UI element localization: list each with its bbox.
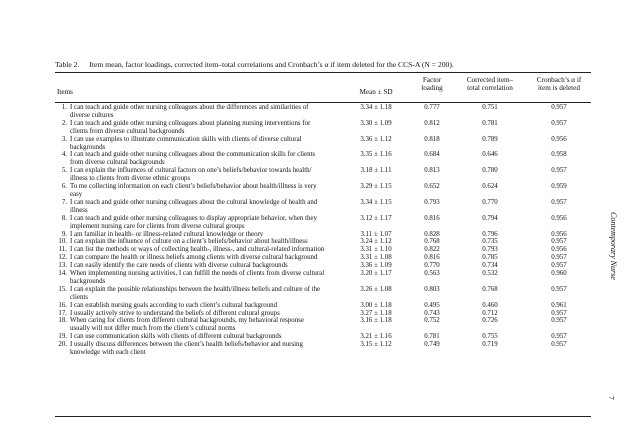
cell-corrected-correlation: 0.735: [482, 238, 498, 246]
cell-corrected-correlation: 0.624: [482, 183, 498, 191]
table-row: [55, 120, 595, 136]
cell-alpha-if-deleted: 0.960: [551, 270, 567, 278]
cell-factor-loading: 0.743: [424, 309, 440, 317]
item-text-line: I can use communication skills with clients of different cultural backgrounds: [70, 333, 282, 341]
item-text-line: clients: [70, 293, 88, 301]
cell-factor-loading: 0.770: [424, 262, 440, 270]
cell-mean-sd: 3.36 ± 1.12: [360, 135, 392, 143]
cell-corrected-correlation: 0.719: [482, 341, 498, 349]
cell-corrected-correlation: 0.768: [482, 285, 498, 293]
cell-factor-loading: 0.822: [424, 246, 440, 254]
table-row: [55, 231, 595, 239]
item-text-line: I can explain the influence of culture on a client’s beliefs/behavior about health/illness: [70, 238, 308, 246]
item-number: 9.: [61, 230, 67, 238]
item-text-line: To me collecting information on each client’s beliefs/behavior about health/illness is very: [70, 183, 317, 191]
cell-mean-sd: 3.12 ± 1.17: [360, 214, 392, 222]
item-text: [70, 104, 388, 120]
header-factor-line1: Factor: [422, 76, 442, 84]
item-text-line: knowledge with each client: [70, 349, 146, 357]
cell-corrected-correlation: 0.726: [482, 317, 498, 325]
cell-mean-sd: 3.31 ± 1.08: [360, 254, 392, 262]
header-factor-line2: loading: [421, 84, 443, 93]
item-number: 1.: [61, 104, 67, 111]
header-alpha-line2: item is deleted: [538, 84, 580, 93]
item-text: [70, 302, 388, 310]
running-head: [609, 212, 638, 280]
cell-factor-loading: 0.749: [424, 341, 440, 349]
table-row: [55, 104, 595, 120]
table-row: [55, 270, 595, 286]
table-row: [55, 167, 595, 183]
cell-mean-sd: 3.20 ± 1.17: [360, 270, 392, 278]
item-number: 2.: [61, 119, 67, 127]
cell-factor-loading: 0.652: [424, 183, 440, 191]
cell-mean-sd: 3.18 ± 1.11: [360, 167, 392, 175]
cell-factor-loading: 0.777: [424, 104, 440, 111]
cell-corrected-correlation: 0.460: [482, 301, 498, 309]
item-text-line: I can establish nursing goals according to each client’s cultural background: [70, 301, 278, 309]
table-row: [55, 246, 595, 254]
cell-alpha-if-deleted: 0.956: [551, 230, 567, 238]
table-body: [55, 104, 595, 357]
item-text-line: I am familiar in health- or illness-related cultural knowledge or theory: [70, 230, 264, 238]
cell-alpha-if-deleted: 0.961: [551, 301, 567, 309]
cell-mean-sd: 3.31 ± 1.10: [360, 246, 392, 254]
table-row: [55, 151, 595, 167]
item-number: 7.: [61, 198, 67, 206]
table-row: [55, 333, 595, 341]
item-text: [70, 238, 388, 246]
cell-factor-loading: 0.768: [424, 238, 440, 246]
cell-factor-loading: 0.495: [424, 301, 440, 309]
header-rule: [55, 102, 591, 103]
item-text: [70, 199, 388, 215]
table-title: Item mean, factor loadings, corrected item–total correlations and Cronbach’s α if item deleted for the CCS-A (N = 200).: [89, 60, 454, 69]
cell-mean-sd: 3.15 ± 1.12: [360, 341, 392, 349]
cell-alpha-if-deleted: 0.957: [551, 198, 567, 206]
cell-mean-sd: 3.26 ± 1.08: [360, 285, 392, 293]
item-text: [70, 231, 388, 239]
header-corrected-line2: total correlation: [467, 84, 513, 93]
item-text: [70, 317, 388, 333]
cell-mean-sd: 3.24 ± 1.12: [360, 238, 392, 246]
item-text-line: I can explain the possible relationships between the health/illness beliefs and culture of the: [70, 285, 321, 293]
cell-mean-sd: 3.16 ± 1.18: [360, 317, 392, 325]
item-text-line: clients from diverse cultural backgrounds: [70, 127, 185, 135]
item-text: [70, 333, 388, 341]
cell-factor-loading: 0.816: [424, 254, 440, 262]
cell-mean-sd: 3.35 ± 1.16: [360, 151, 392, 159]
item-text: [70, 341, 388, 357]
cell-alpha-if-deleted: 0.958: [551, 151, 567, 159]
table-caption: [55, 60, 454, 69]
cell-alpha-if-deleted: 0.957: [551, 167, 567, 175]
table-row: [55, 302, 595, 310]
cell-alpha-if-deleted: 0.959: [551, 183, 567, 191]
item-number: 4.: [61, 151, 67, 159]
cell-factor-loading: 0.812: [424, 119, 440, 127]
item-text: [70, 254, 388, 262]
cell-corrected-correlation: 0.532: [482, 270, 498, 278]
cell-factor-loading: 0.818: [424, 135, 440, 143]
item-text: [70, 286, 388, 302]
cell-corrected-correlation: 0.793: [482, 246, 498, 254]
item-number: 15.: [58, 285, 67, 293]
item-text-line: diverse cultures: [70, 111, 114, 119]
cell-alpha-if-deleted: 0.957: [551, 254, 567, 262]
item-text-line: I can easily identify the care needs of clients with diverse cultural backgrounds: [70, 262, 288, 270]
item-text: [70, 183, 388, 199]
item-number: 16.: [58, 301, 67, 309]
cell-mean-sd: 3.34 ± 1.18: [360, 104, 392, 111]
cell-mean-sd: 3.11 ± 1.07: [360, 230, 392, 238]
cell-mean-sd: 3.36 ± 1.09: [360, 262, 392, 270]
cell-corrected-correlation: 0.794: [482, 214, 498, 222]
cell-factor-loading: 0.828: [424, 230, 440, 238]
table-row: [55, 310, 595, 318]
cell-corrected-correlation: 0.751: [482, 104, 498, 111]
item-number: 10.: [58, 238, 67, 246]
item-text-line: I usually actively strive to understand the beliefs of different cultural groups: [70, 309, 280, 317]
journal-name: Contemporary Nurse: [609, 212, 618, 280]
table-row: [55, 317, 595, 333]
item-text-line: easy: [70, 190, 83, 198]
cell-factor-loading: 0.563: [424, 270, 440, 278]
item-text: [70, 167, 388, 183]
cell-corrected-correlation: 0.785: [482, 254, 498, 262]
cell-alpha-if-deleted: 0.957: [551, 285, 567, 293]
cell-factor-loading: 0.803: [424, 285, 440, 293]
cell-corrected-correlation: 0.796: [482, 230, 498, 238]
table-row: [55, 199, 595, 215]
item-number: 3.: [61, 135, 67, 143]
cell-factor-loading: 0.813: [424, 167, 440, 175]
item-text-line: I can teach and guide other nursing colleagues about planning nursing interventions for: [70, 119, 311, 127]
table-row: [55, 341, 595, 357]
cell-corrected-correlation: 0.781: [482, 119, 498, 127]
cell-alpha-if-deleted: 0.956: [551, 214, 567, 222]
cell-factor-loading: 0.752: [424, 317, 440, 325]
cell-alpha-if-deleted: 0.956: [551, 246, 567, 254]
item-text-line: backgrounds: [70, 143, 106, 151]
item-text: [70, 310, 388, 318]
cell-corrected-correlation: 0.755: [482, 333, 498, 341]
table-row: [55, 238, 595, 246]
cell-factor-loading: 0.684: [424, 151, 440, 159]
cell-corrected-correlation: 0.770: [482, 198, 498, 206]
cell-mean-sd: 3.00 ± 1.18: [360, 301, 392, 309]
item-number: 18.: [58, 317, 67, 325]
item-number: 20.: [58, 341, 67, 349]
header-factor-loading: [409, 76, 455, 93]
cell-corrected-correlation: 0.789: [482, 135, 498, 143]
item-number: 6.: [61, 183, 67, 191]
item-text: [70, 262, 388, 270]
table-row: [55, 254, 595, 262]
item-text: [70, 270, 388, 286]
cell-alpha-if-deleted: 0.957: [551, 317, 567, 325]
item-text: [70, 151, 388, 167]
cell-alpha-if-deleted: 0.957: [551, 333, 567, 341]
cell-mean-sd: 3.30 ± 1.09: [360, 119, 392, 127]
item-text-line: illness: [70, 206, 88, 214]
table-row: [55, 183, 595, 199]
header-alpha-line1: Cronbach’s α if: [536, 76, 582, 84]
item-text-line: I usually discuss differences between the client’s health beliefs/behavior and nursing: [70, 341, 303, 349]
item-text-line: from diverse cultural backgrounds: [70, 159, 165, 167]
top-rule: [55, 72, 591, 73]
item-text-line: When implementing nursing activities, I can fulfill the needs of clients from diverse cultural: [70, 270, 325, 278]
item-text-line: I can teach and guide other nursing colleagues about the differences and similarities of: [70, 104, 309, 111]
table-row: [55, 215, 595, 231]
item-text-line: I can use examples to illustrate communication skills with clients of diverse cultural: [70, 135, 302, 143]
table-label: Table 2.: [55, 60, 80, 69]
cell-mean-sd: 3.27 ± 1.18: [360, 309, 392, 317]
cell-alpha-if-deleted: 0.957: [551, 238, 567, 246]
header-mean-sd: Mean ± SD: [359, 88, 393, 96]
item-text-line: backgrounds: [70, 277, 106, 285]
item-number: 11.: [58, 246, 67, 254]
item-text-line: illness to clients from diverse ethnic groups: [70, 175, 191, 183]
item-text-line: I can explain the influences of cultural factors on one’s beliefs/behavior towards health/: [70, 167, 312, 175]
header-cronbach-alpha: [524, 76, 594, 93]
cell-corrected-correlation: 0.646: [482, 151, 498, 159]
table-row: [55, 262, 595, 270]
item-text: [70, 215, 388, 231]
cell-corrected-correlation: 0.734: [482, 262, 498, 270]
item-text: [70, 246, 388, 254]
item-text-line: When caring for clients from different cultural backgrounds, my behavioral response: [70, 317, 304, 325]
bottom-rule: [55, 416, 591, 417]
item-text-line: implement nursing care for clients from diverse cultural groups: [70, 222, 245, 230]
cell-corrected-correlation: 0.780: [482, 167, 498, 175]
item-text-line: I can teach and guide other nursing colleagues about the communication skills for clients: [70, 151, 316, 159]
page-number: 7: [607, 396, 616, 400]
cell-mean-sd: 3.34 ± 1.15: [360, 198, 392, 206]
item-text-line: I can list the methods or ways of collecting health-, illness-, and cultural-related information: [70, 246, 325, 254]
item-number: 12.: [58, 254, 67, 262]
item-number: 8.: [61, 214, 67, 222]
cell-alpha-if-deleted: 0.957: [551, 309, 567, 317]
cell-alpha-if-deleted: 0.956: [551, 135, 567, 143]
item-number: 5.: [61, 167, 67, 175]
item-text-line: I can compare the health or illness beliefs among clients with diverse cultural background: [70, 254, 318, 262]
cell-alpha-if-deleted: 0.957: [551, 104, 567, 111]
item-text: [70, 120, 388, 136]
item-number: 17.: [58, 309, 67, 317]
header-corrected-line1: Corrected item–: [466, 76, 514, 84]
cell-factor-loading: 0.781: [424, 333, 440, 341]
cell-alpha-if-deleted: 0.957: [551, 262, 567, 270]
table-row: [55, 286, 595, 302]
header-corrected-correlation: [455, 76, 525, 93]
table-row: [55, 136, 595, 152]
item-number: 14.: [58, 270, 67, 278]
cell-factor-loading: 0.793: [424, 198, 440, 206]
cell-mean-sd: 3.21 ± 1.16: [360, 333, 392, 341]
cell-factor-loading: 0.816: [424, 214, 440, 222]
cell-mean-sd: 3.29 ± 1.15: [360, 183, 392, 191]
cell-alpha-if-deleted: 0.957: [551, 119, 567, 127]
item-text-line: I can teach and guide other nursing colleagues to display appropriate behavior, when they: [70, 214, 317, 222]
header-items: Items: [57, 88, 73, 96]
item-number: 13.: [58, 262, 67, 270]
cell-alpha-if-deleted: 0.957: [551, 341, 567, 349]
item-text-line: usually will not differ much from the client’s cultural norms: [70, 325, 236, 333]
item-text: [70, 136, 388, 152]
item-number: 19.: [58, 333, 67, 341]
cell-corrected-correlation: 0.712: [482, 309, 498, 317]
item-text-line: I can teach and guide other nursing colleagues about the cultural knowledge of health and: [70, 198, 318, 206]
